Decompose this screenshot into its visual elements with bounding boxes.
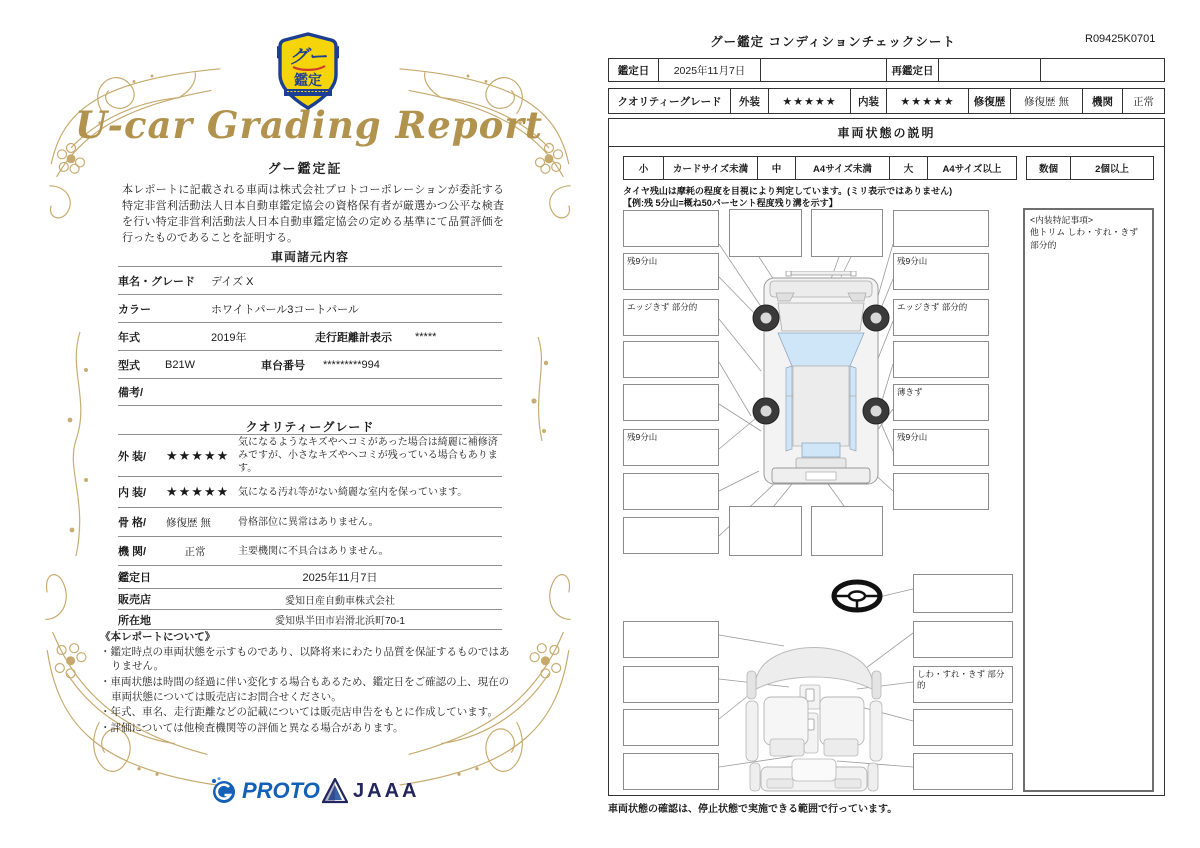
grade-exterior-stars: ★★★★★ xyxy=(166,447,230,463)
exterior-note-box: 薄きず xyxy=(893,384,989,421)
certificate-subtitle: グー鑑定証 xyxy=(267,161,343,176)
exterior-note-box xyxy=(623,384,719,421)
interior-note-box: しわ・すれ・きず 部分的 xyxy=(913,666,1013,703)
about-title: 《本レポートについて》 xyxy=(100,631,216,643)
badge-goo-text: グー xyxy=(288,47,328,68)
proto-logo-icon xyxy=(208,776,238,806)
exterior-note-box xyxy=(893,210,989,247)
exterior-note-box xyxy=(623,210,719,247)
legend-large-value: A4サイズ以上 xyxy=(942,164,1002,175)
grade-frame-desc: 骨格部位に異常はありません。 xyxy=(238,516,379,528)
dealer-label: 販売店 xyxy=(118,594,151,606)
about-report-section xyxy=(100,630,514,737)
jaaa-logo xyxy=(322,778,419,804)
sheet-interior-stars: ★★★★★ xyxy=(887,89,969,113)
sheet-footer-note: 車両状態の確認は、停止状態で実施できる範囲で行っています。 xyxy=(608,804,898,815)
exterior-note-box: 残9分山 xyxy=(623,253,719,290)
quality-grade-table xyxy=(608,88,1165,114)
legend-small-value: カードサイズ未満 xyxy=(664,157,758,179)
sheet-report-number: R09425K0701 xyxy=(1085,33,1156,45)
spec-row-color xyxy=(118,294,502,322)
exterior-note-box: エッジきず 部分的 xyxy=(893,299,989,336)
grade-frame-value: 修復歴 無 xyxy=(166,516,211,529)
proto-logo-text: PROTO xyxy=(242,778,320,803)
interior-note-box xyxy=(623,753,719,790)
spec-name-label: 車名・グレード xyxy=(118,275,195,288)
spec-row-name xyxy=(118,266,502,294)
sheet-date-label: 鑑定日 xyxy=(609,59,659,81)
exterior-note-box xyxy=(623,473,719,510)
grade-exterior-label: 外 装/ xyxy=(118,450,147,463)
exterior-note-box: 残9分山 xyxy=(893,429,989,466)
grade-interior-desc: 気になる汚れ等がない綺麗な室内を保っています。 xyxy=(238,486,468,498)
tire-note-line1: タイヤ残山は摩耗の程度を目視により判定しています。(ミリ表示ではありません) xyxy=(623,186,953,196)
certificate-intro-text: 本レポートに記載される車両は株式会社プロトコーポレーションが委託する特定非営利活動法人日本自動車鑑定協会の資格保有者が厳選かつ公平な検査を行い特定非営利活動法人日本自動車鑑定協会の定める基準にて品質評価を行ったものであることを証明する。 xyxy=(122,184,504,244)
dealer-value: 愛知日産自動車株式会社 xyxy=(285,595,395,607)
exterior-note-box xyxy=(729,506,802,556)
grade-engine-label: 機 関/ xyxy=(118,546,147,558)
exterior-note-box xyxy=(623,341,719,378)
spec-model-value: B21W xyxy=(165,358,195,371)
certificate-title: U-car Grading Report xyxy=(75,103,543,147)
spec-row-year xyxy=(118,322,502,350)
about-item-3: ・年式、車名、走行距離などの記載については販売店申告をもとに作成しています。 xyxy=(100,706,498,719)
sheet-exterior-label: 外装 xyxy=(731,89,769,113)
interior-note-box xyxy=(913,753,1013,790)
grade-frame-label: 骨 格/ xyxy=(118,517,147,529)
exterior-note-box xyxy=(893,473,989,510)
specs-section-title: 車両諸元内容 xyxy=(270,250,349,264)
floral-sprig-right-middle xyxy=(528,335,554,445)
grade-row-frame xyxy=(118,507,502,536)
spec-year-label: 年式 xyxy=(118,331,140,344)
spec-row-model xyxy=(118,350,502,378)
proto-logo xyxy=(208,776,320,806)
about-item-4: ・評価については他検査機関等の評価と異なる場合があります。 xyxy=(100,722,404,735)
address-label: 所在地 xyxy=(118,614,151,627)
legend-small-label: 小 xyxy=(624,157,664,179)
sheet-header-title: グー鑑定 コンディションチェックシート xyxy=(710,35,956,49)
sheet-engine-label: 機関 xyxy=(1083,89,1123,113)
interior-special-notes-body: 他トリム しわ・すれ・きず 部分的 xyxy=(1030,227,1139,250)
steering-wheel-icon xyxy=(831,579,883,613)
interior-note-box xyxy=(623,709,719,746)
sheet-repair-label: 修復歴 xyxy=(969,89,1011,113)
grade-exterior-desc: 気になるようなキズやヘコミがあった場合は綺麗に補修済みですが、小さなキズやヘコミが残っている場合もあります。 xyxy=(238,437,498,474)
grade-row-dealer xyxy=(118,588,502,609)
exterior-note-box xyxy=(729,209,802,257)
sheet-interior-label: 内装 xyxy=(851,89,887,113)
spec-chassis-label: 車台番号 xyxy=(261,359,305,372)
grade-table xyxy=(118,434,502,630)
interior-note-box xyxy=(623,666,719,703)
steering-note-box xyxy=(913,574,1013,613)
sheet-date-value: 2025年11月7日 xyxy=(659,59,761,81)
exterior-note-box: 残9分山 xyxy=(893,253,989,290)
grade-interior-stars: ★★★★★ xyxy=(166,484,230,499)
spec-model-label: 型式 xyxy=(118,359,140,372)
interior-special-notes-box xyxy=(1023,208,1154,792)
legend-count-label: 数個 xyxy=(1027,157,1071,179)
sheet-redate-value xyxy=(939,59,1041,81)
grade-engine-desc: 主要機関に不具合はありません。 xyxy=(238,545,389,557)
exterior-note-box: エッジきず 部分的 xyxy=(623,299,719,336)
legend-medium-value: A4サイズ未満 xyxy=(796,157,890,179)
spec-row-remarks xyxy=(118,378,502,406)
grade-section-title: クオリティーグレード xyxy=(245,420,375,434)
interior-note-box xyxy=(913,621,1013,658)
specs-table xyxy=(118,266,502,406)
spec-year-value: 2019年 xyxy=(211,331,247,344)
about-item-2: ・車両状態は時間の経過に伴い変化する場合もあるため、鑑定日をご確認の上、現在の車両状態については販売店にお問合せください。 xyxy=(100,676,510,703)
sheet-redate-label: 再鑑定日 xyxy=(887,59,939,81)
grade-row-engine xyxy=(118,536,502,565)
grade-row-address xyxy=(118,609,502,630)
spec-remarks-label: 備考/ xyxy=(118,387,144,399)
sheet-date-blank-cell xyxy=(761,59,887,81)
car-interior-diagram xyxy=(734,621,894,793)
condition-section-title: 車両状態の説明 xyxy=(609,119,1164,147)
jaaa-logo-icon xyxy=(322,778,348,804)
vehicle-condition-box xyxy=(608,118,1165,796)
spec-chassis-value: *********994 xyxy=(323,358,380,371)
legend-medium-label: 中 xyxy=(758,157,796,179)
sheet-grade-label: クオリティーグレード xyxy=(609,89,731,113)
interior-note-box xyxy=(623,621,719,658)
spec-color-value: ホワイトパール3コートパール xyxy=(211,303,359,316)
sheet-redate-blank-cell xyxy=(1041,59,1164,81)
grade-interior-label: 内 装/ xyxy=(118,487,147,499)
car-top-view-diagram xyxy=(746,271,896,491)
about-item-1: ・鑑定時点の車両状態を示すものであり、以降将来にわたり品質を保証するものではありません。 xyxy=(100,645,510,673)
exterior-note-box: 残9分山 xyxy=(623,429,719,466)
grade-row-exterior xyxy=(118,434,502,476)
sheet-exterior-stars: ★★★★★ xyxy=(769,89,851,113)
spec-odometer-value: ***** xyxy=(415,330,437,343)
appraisal-date-label: 鑑定日 xyxy=(118,572,151,584)
jaaa-logo-text: JAAA xyxy=(353,779,420,802)
address-value: 愛知県半田市岩滑北浜町70-1 xyxy=(274,616,405,627)
grade-row-interior xyxy=(118,476,502,507)
legend-large-label: 大 xyxy=(890,157,928,179)
grade-engine-value: 正常 xyxy=(184,545,206,558)
tire-note-line2: 【例:残 5分山=概ね50パーセント程度残り溝を示す】 xyxy=(623,198,838,209)
interior-special-notes-title: <内装特記事項> xyxy=(1030,215,1094,225)
appraisal-date-table xyxy=(608,58,1165,82)
grade-row-date xyxy=(118,565,502,588)
sheet-engine-value: 正常 xyxy=(1133,95,1154,108)
exterior-note-box xyxy=(811,506,883,556)
spec-color-label: カラー xyxy=(118,303,151,316)
appraisal-date-value: 2025年11月7日 xyxy=(302,572,378,584)
floral-sprig-left-middle xyxy=(62,330,96,560)
interior-note-box xyxy=(913,709,1013,746)
exterior-note-box xyxy=(811,209,883,257)
sheet-repair-value: 修復歴 無 xyxy=(1011,89,1083,113)
spec-odometer-label: 走行距離計表示 xyxy=(315,331,392,344)
legend-count-value: 2個以上 xyxy=(1095,164,1129,175)
badge-kantei-text: 鑑定 xyxy=(294,72,322,88)
exterior-note-box xyxy=(623,517,719,554)
spec-name-value: デイズ X xyxy=(211,275,254,288)
exterior-note-box xyxy=(893,341,989,378)
